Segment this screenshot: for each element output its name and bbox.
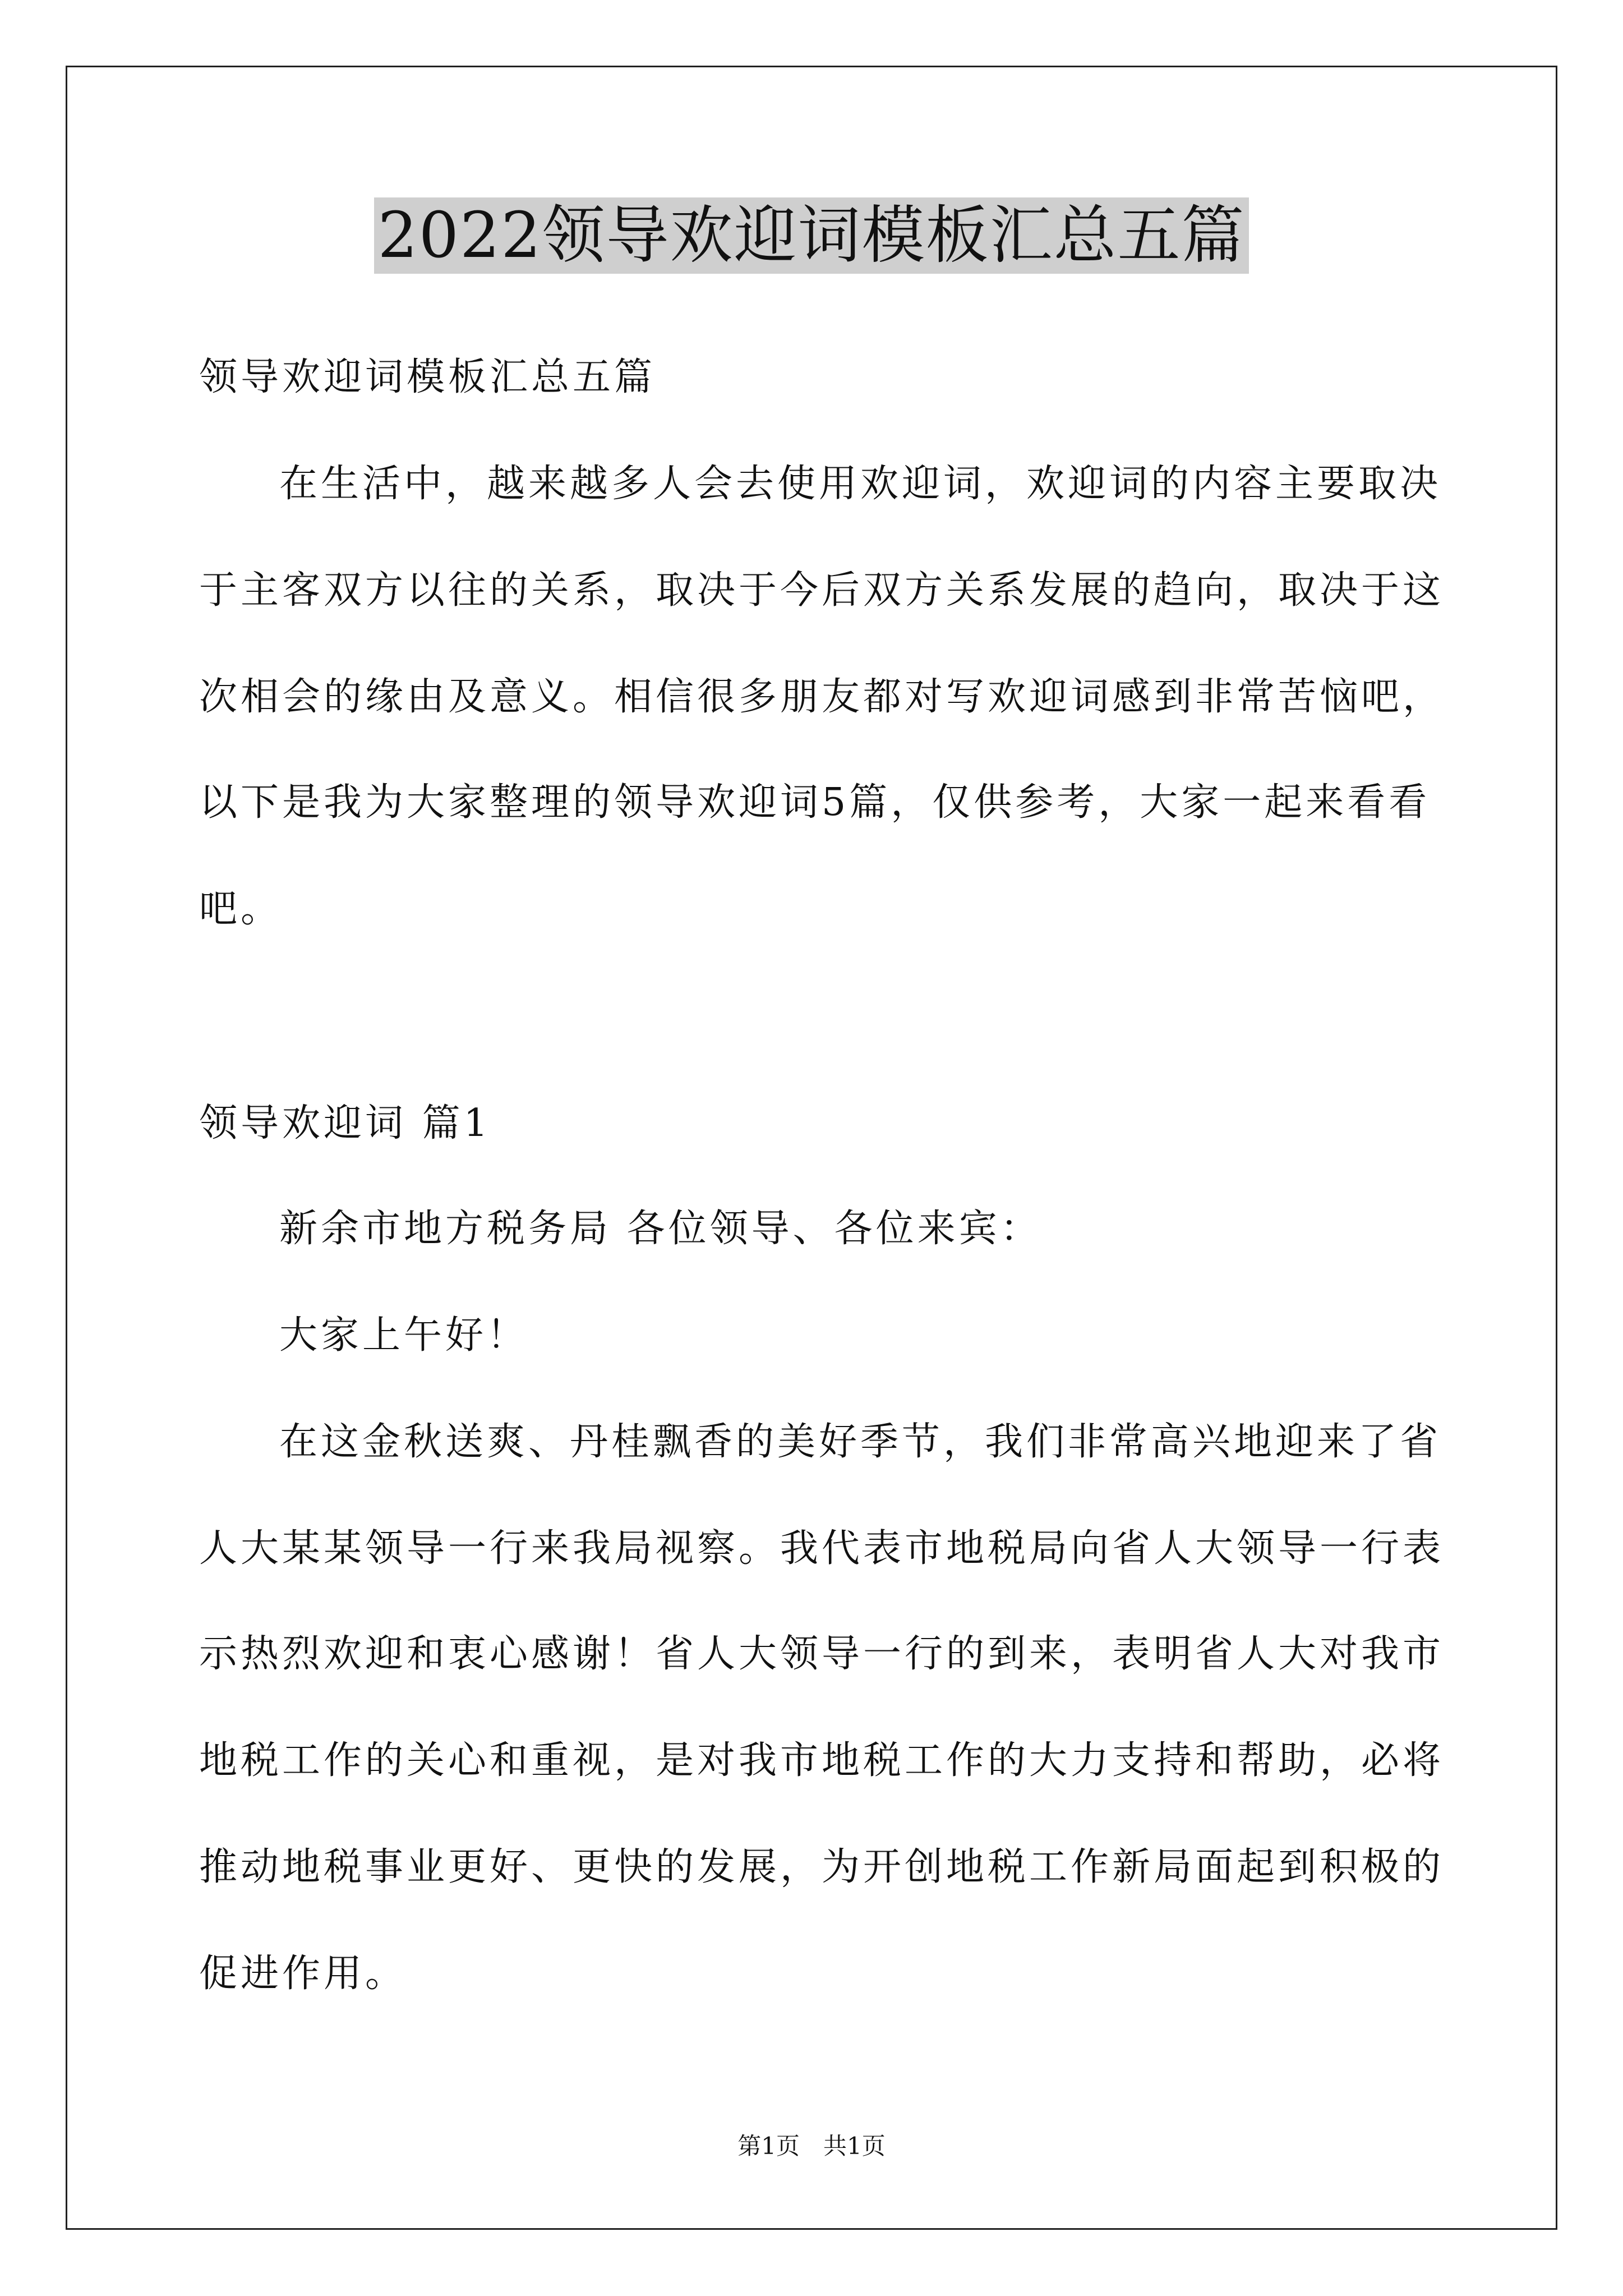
- body-line: 示热烈欢迎和衷心感谢！省人大领导一行的到来，表明省人大对我市: [199, 1632, 1445, 1676]
- section-heading: 领导欢迎词 篇1: [199, 1101, 491, 1145]
- intro-line: 在生活中，越来越多人会去使用欢迎词，欢迎词的内容主要取决: [279, 462, 1442, 506]
- body-line: 促进作用。: [199, 1952, 407, 1996]
- intro-line: 次相会的缘由及意义。相信很多朋友都对写欢迎词感到非常苦恼吧，: [199, 675, 1445, 719]
- intro-line: 吧。: [199, 887, 283, 931]
- greeting: 大家上午好！: [279, 1313, 529, 1358]
- salutation: 新余市地方税务局 各位领导、各位来宾：: [279, 1207, 1042, 1251]
- title-container: [0, 197, 1623, 274]
- body-line: 地税工作的关心和重视，是对我市地税工作的大力支持和帮助，必将: [199, 1738, 1445, 1783]
- document-title: 2022领导欢迎词模板汇总五篇: [374, 197, 1248, 274]
- page-footer: 第1页 共1页: [737, 2132, 886, 2160]
- body-line: 人大某某领导一行来我局视察。我代表市地税局向省人大领导一行表: [199, 1526, 1445, 1571]
- intro-line: 于主客双方以往的关系，取决于今后双方关系发展的趋向，取决于这: [199, 568, 1445, 613]
- body-line: 推动地税事业更好、更快的发展，为开创地税工作新局面起到积极的: [199, 1845, 1445, 1889]
- body-line: 在这金秋送爽、丹桂飘香的美好季节，我们非常高兴地迎来了省: [279, 1420, 1442, 1464]
- document-subtitle: 领导欢迎词模板汇总五篇: [199, 355, 656, 399]
- intro-line: 以下是我为大家整理的领导欢迎词5篇，仅供参考，大家一起来看看: [199, 780, 1431, 825]
